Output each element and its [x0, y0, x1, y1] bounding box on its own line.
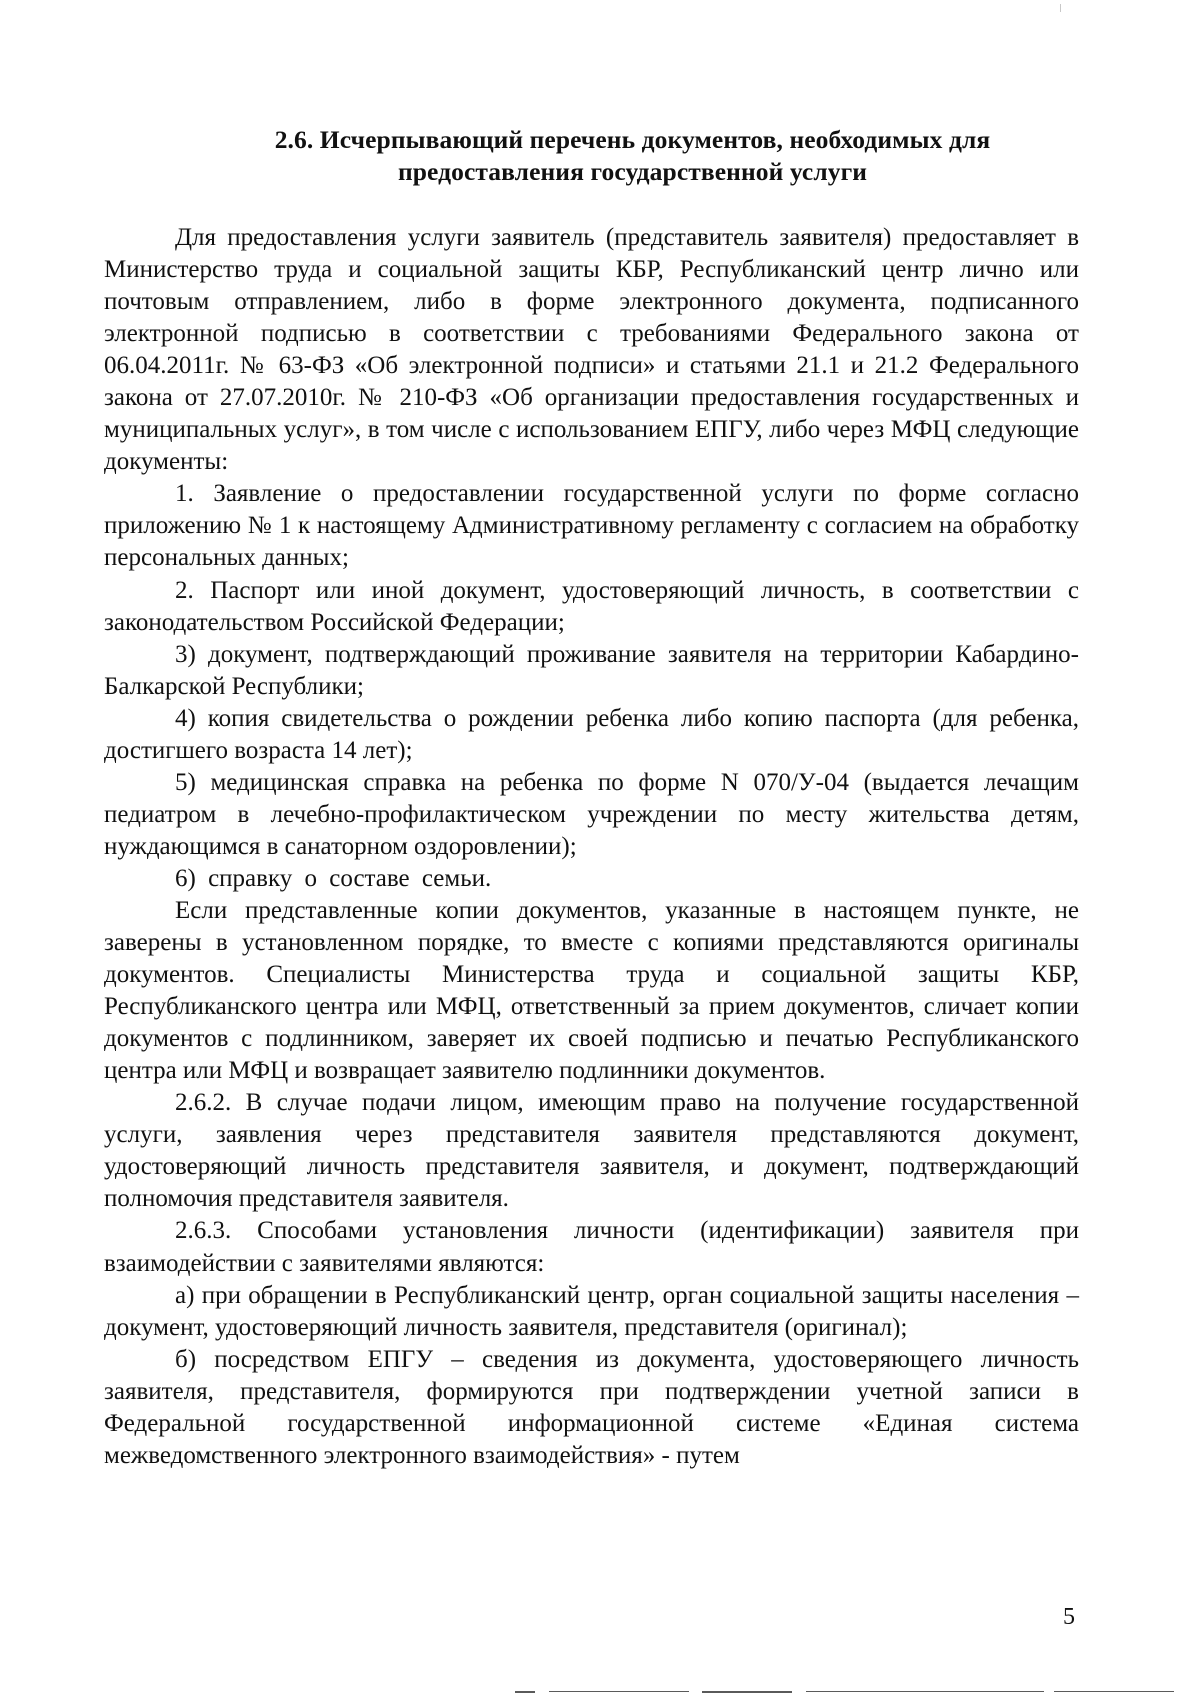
section-heading-line-2: предоставления государственной услуги [397, 157, 868, 186]
list-item-2: 2. Паспорт или иной документ, удостоверяющий личность, в соответствии с законодательством Российской Федерации; [104, 576, 1079, 636]
intro-paragraph: Для предоставления услуги заявитель (представитель заявителя) предоставляет в Министерство труда и социальной защиты КБР, Республиканский центр лично или почтовым отправлением, либо в форме электронного документа, подписанного электронной подписью в соответствии с требованиями Федерального закона от 06.04.2011г. № 63-ФЗ «Об электронной подписи» и статьями 21.1 и 21.2 Федерального закона от 27.07.2010г. № 210-ФЗ «Об организации предоставления государственных и муниципальных услуг», в том числе с использованием ЕПГУ, либо через МФЦ следующие документы: [104, 224, 1079, 476]
clause-2-6-3: 2.6.3. Способами установления личности (идентификации) заявителя при взаимодействии с заявителями являются: [104, 1217, 1079, 1277]
scan-edge-line [1054, 1691, 1174, 1692]
scan-mark [1060, 4, 1061, 12]
section-heading-line-1: 2.6. Исчерпывающий перечень документов, необходимых для [274, 125, 991, 154]
clause-2-6-3-a: а) при обращении в Республиканский центр, орган социальной защиты населения – документ, удостоверяющий личность заявителя, представителя (оригинал); [104, 1281, 1079, 1341]
list-item-3: 3) документ, подтверждающий проживание заявителя на территории Кабардино-Балкарской Республики; [104, 640, 1079, 700]
scan-edge-line [515, 1691, 535, 1693]
clause-2-6-2: 2.6.2. В случае подачи лицом, имеющим право на получение государственной услуги, заявления через представителя заявителя представляются документ, удостоверяющий личность представителя заявителя, и документ, подтверждающий полномочия представителя заявителя. [104, 1089, 1079, 1213]
scan-edge-line [549, 1691, 689, 1692]
list-item-5: 5) медицинская справка на ребенка по форме N 070/У-04 (выдается лечащим педиатром в лечебно-профилактическом учреждении по месту жительства детям, нуждающимся в санаторном оздоровлении); [104, 768, 1079, 860]
scan-edge-line [702, 1691, 792, 1693]
copies-paragraph: Если представленные копии документов, указанные в настоящем пункте, не заверены в установленном порядке, то вместе с копиями представляются оригиналы документов. Специалисты Министерства труда и социальной защиты КБР, Республиканского центра или МФЦ, ответственный за прием документов, сличает копии документов с подлинником, заверяет их своей подписью и печатью Республиканского центра или МФЦ и возвращает заявителю подлинники документов. [104, 896, 1079, 1085]
list-item-4: 4) копия свидетельства о рождении ребенка либо копию паспорта (для ребенка, достигшего возраста 14 лет); [104, 704, 1079, 764]
list-item-1: 1. Заявление о предоставлении государственной услуги по форме согласно приложению № 1 к настоящему Административному регламенту с согласием на обработку персональных данных; [104, 480, 1079, 572]
scan-edge-line [806, 1691, 1044, 1692]
document-body [104, 222, 1079, 1472]
clause-2-6-3-b: б) посредством ЕПГУ – сведения из документа, удостоверяющего личность заявителя, представителя, формируются при подтверждении учетной записи в Федеральной государственной информационной системе «Единая система межведомственного электронного взаимодействия» - путем [104, 1345, 1079, 1469]
page-number: 5 [1063, 1604, 1075, 1630]
section-heading [200, 124, 1065, 188]
list-item-6: 6) справку о составе семьи. [175, 864, 492, 892]
